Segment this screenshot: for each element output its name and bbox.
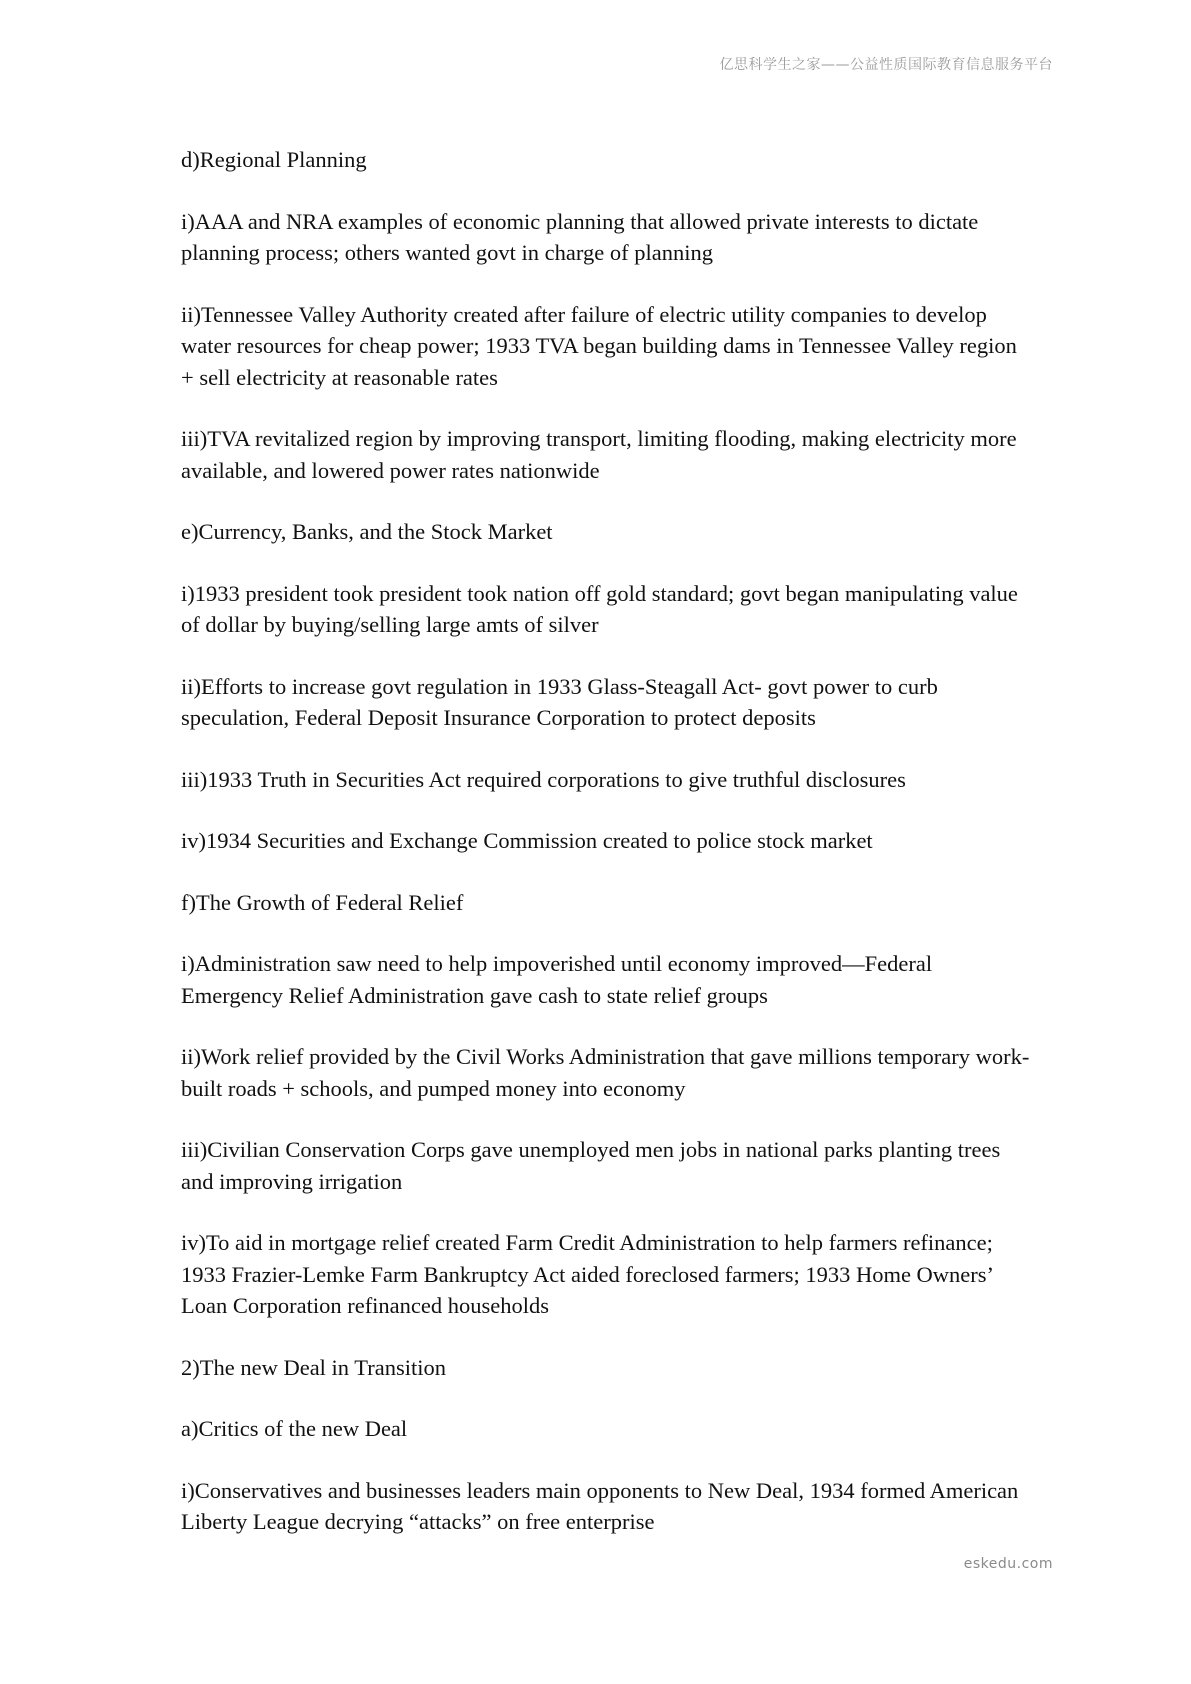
document-body <box>181 144 1031 1568</box>
outline-item: ii)Efforts to increase govt regulation in 1933 Glass-Steagall Act- govt power to curb speculation, Federal Deposit Insurance Corporation to protect deposits <box>181 673 938 730</box>
outline-item: i)Administration saw need to help impoverished until economy improved—Federal Emergency Relief Administration gave cash to state relief groups <box>181 951 933 1008</box>
outline-heading-federal-relief: f)The Growth of Federal Relief <box>181 889 464 915</box>
page-footer <box>964 1556 1053 1572</box>
outline-item: i)1933 president took president took nation off gold standard; govt began manipulating value of dollar by buying/selling large amts of silver <box>181 580 1018 637</box>
outline-item: iv)1934 Securities and Exchange Commission created to police stock market <box>181 828 873 853</box>
outline-heading-new-deal-transition: 2)The new Deal in Transition <box>181 1354 446 1380</box>
outline-item: i)AAA and NRA examples of economic planning that allowed private interests to dictate planning process; others wanted govt in charge of planning <box>181 208 979 265</box>
outline-heading-critics: a)Critics of the new Deal <box>181 1416 408 1441</box>
page-header <box>720 54 1054 74</box>
outline-heading-currency-banks: e)Currency, Banks, and the Stock Market <box>181 519 553 544</box>
outline-item: iii)TVA revitalized region by improving transport, limiting flooding, making electricity more available, and lowered power rates nationwide <box>181 426 1017 483</box>
outline-item: ii)Tennessee Valley Authority created after failure of electric utility companies to develop water resources for cheap power; 1933 TVA began building dams in Tennessee Valley region + sell electricity at reasonable rates <box>181 301 1017 390</box>
footer-site-domain: eskedu.com <box>963 1556 1053 1572</box>
outline-item: ii)Work relief provided by the Civil Works Administration that gave millions temporary work- built roads + schools, and pumped money into economy <box>181 1044 1030 1101</box>
outline-item: iv)To aid in mortgage relief created Farm Credit Administration to help farmers refinance; 1933 Frazier-Lemke Farm Bankruptcy Act aided foreclosed farmers; 1933 Home Owners’ Loan Corporation refinanced households <box>181 1230 993 1318</box>
outline-item: iii)Civilian Conservation Corps gave unemployed men jobs in national parks planting trees and improving irrigation <box>181 1137 1001 1194</box>
outline-item: iii)1933 Truth in Securities Act required corporations to give truthful disclosures <box>181 766 906 792</box>
outline-heading-regional-planning: d)Regional Planning <box>181 147 367 172</box>
outline-item: i)Conservatives and businesses leaders main opponents to New Deal, 1934 formed American Liberty League decrying “attacks” on free enterprise <box>181 1477 1019 1534</box>
header-site-text: 亿思科学生之家——公益性质国际教育信息服务平台 <box>719 57 1053 73</box>
